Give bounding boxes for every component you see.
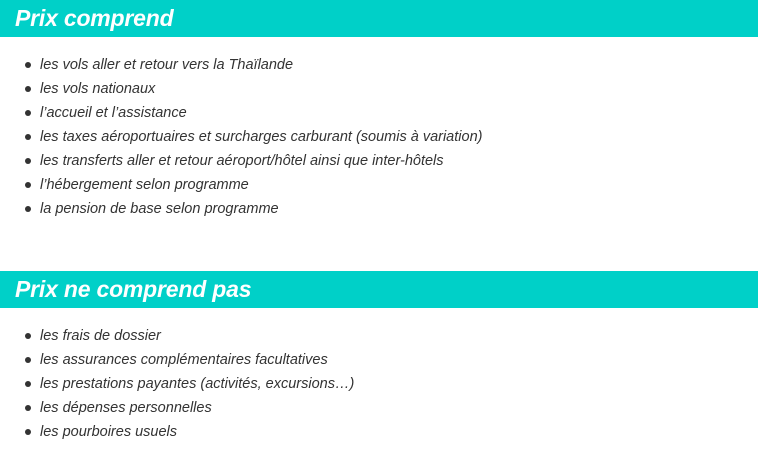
bullet-icon [25, 333, 31, 339]
list-item [0, 149, 758, 173]
list-item-text: les transferts aller et retour aéroport/hôtel ainsi que inter-hôtels [40, 153, 444, 169]
bullet-icon [25, 405, 31, 411]
included-items-list [0, 53, 758, 221]
list-item [0, 173, 758, 197]
list-item [0, 396, 758, 420]
list-item [0, 101, 758, 125]
bullet-icon [25, 110, 31, 116]
list-item-text: les pourboires usuels [40, 424, 178, 440]
list-item [0, 324, 758, 348]
list-item [0, 77, 758, 101]
bullet-icon [25, 357, 31, 363]
bullet-icon [25, 158, 31, 164]
list-item [0, 420, 758, 444]
excluded-section-title: Prix ne comprend pas [15, 276, 252, 302]
list-item-text: la pension de base selon programme [40, 201, 279, 217]
excluded-items-list [0, 324, 758, 444]
list-item [0, 372, 758, 396]
bullet-icon [25, 86, 31, 92]
list-item-text: les vols nationaux [40, 81, 156, 97]
list-item [0, 197, 758, 221]
list-item-text: les dépenses personnelles [40, 400, 212, 416]
list-item [0, 348, 758, 372]
list-item-text: les assurances complémentaires facultatives [40, 352, 328, 368]
list-item [0, 53, 758, 77]
list-item-text: l’accueil et l’assistance [40, 105, 187, 121]
included-section-header [0, 0, 758, 37]
bullet-icon [25, 429, 31, 435]
list-item-text: les prestations payantes (activités, excursions…) [40, 376, 355, 392]
excluded-section-header [0, 271, 758, 308]
list-item-text: les taxes aéroportuaires et surcharges carburant (soumis à variation) [40, 129, 483, 145]
bullet-icon [25, 182, 31, 188]
bullet-icon [25, 62, 31, 68]
bullet-icon [25, 134, 31, 140]
bullet-icon [25, 381, 31, 387]
list-item-text: l’hébergement selon programme [40, 177, 249, 193]
included-section-title: Prix comprend [15, 5, 174, 31]
list-item [0, 125, 758, 149]
bullet-icon [25, 206, 31, 212]
list-item-text: les frais de dossier [40, 328, 161, 344]
list-item-text: les vols aller et retour vers la Thaïlande [40, 57, 294, 73]
